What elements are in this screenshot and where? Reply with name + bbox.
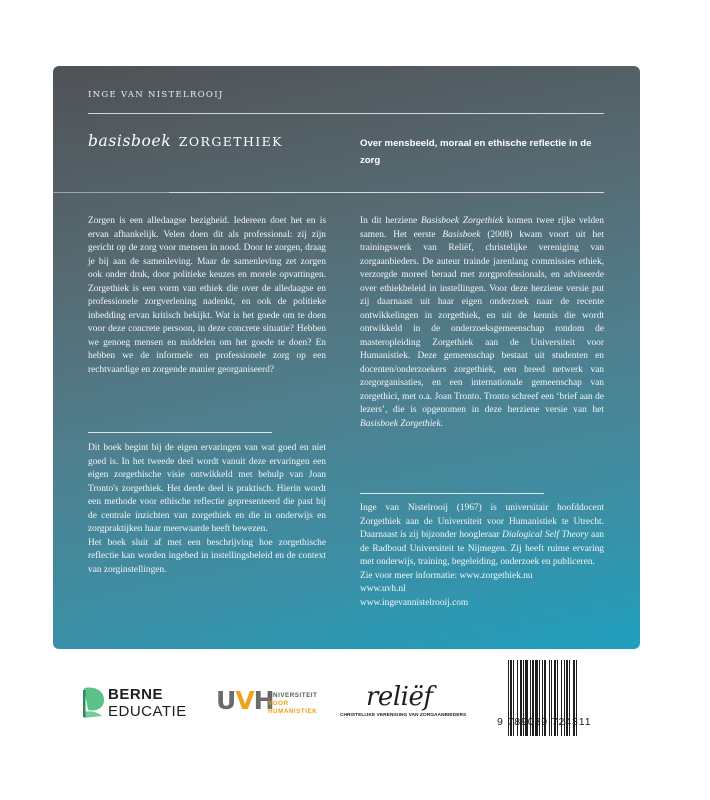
book-title <box>88 132 283 150</box>
berne-leaf-icon <box>80 686 106 720</box>
uvh-letter-u: U <box>216 686 236 715</box>
uvh-mark <box>216 686 274 715</box>
right-column <box>360 215 604 431</box>
berne-sub: EDUCATIE <box>108 703 187 720</box>
text-span: . <box>440 418 443 429</box>
text-span: aan de Radboud Universiteit te Nijmegen. Zij heeft ruime ervaring met onderwijs, training, begeleiding, onderzoek en publiceren. <box>360 530 604 567</box>
closing-paragraph: Het boek sluit af met een beschrijving hoe zorgethische reflectie kan worden ingebed in instellingsbeleid en de context van zorginstellingen. <box>88 537 326 575</box>
text-span: In dit herziene <box>360 216 422 226</box>
uvh-letter-h: H <box>253 686 274 715</box>
author-name: INGE VAN NISTELROOIJ <box>88 90 224 100</box>
left-column-lower <box>88 442 326 577</box>
structure-paragraph: Dit boek begint bij de eigen ervaringen van wat goed en niet goed is. In het tweede deel wordt vanuit deze ervaringen een eigen zorgethische visie ontwikkeld met behulp van Joan Tronto's zorgethiek. Het derde deel is praktisch. Hierin wordt een methode voor ethische reflectie gepresenteerd die past bij de centrale inzichten van zorgethiek en die in onderwijs en zorgpraktijken haar meerwaarde heeft bewezen. <box>88 443 326 534</box>
text-span: Inge van Nistelrooij (1967) is universitair hoofddocent Zorgethiek aan de Universiteit voor Humanistiek te Utrecht. Daarnaast is zij bijzonder hoogleraar <box>360 503 604 540</box>
uvh-line3: HUMANISTIEK <box>268 708 318 715</box>
left-divider <box>88 432 272 433</box>
title-rule <box>169 192 604 193</box>
uvh-wordmark <box>268 692 317 716</box>
url-author: www.ingevannistelrooij.com <box>360 597 469 608</box>
text-span: (2008) kwam voort uit het trainingswerk van Reliëf, christelijke vereniging van zorgaanbieders. De auteur trainde jarenlang commissies ethiek, verzorgde moreel beraad met zorgprofessionals, en adviseerde over ethiekbeleid in instellingen. Voor deze herziene versie put zij daarnaast uit haar eigen onderzoek naar de recente ontwikkelingen in zorgethiek, en uit de kennis die wordt ontwikkeld in de onderzoeksgemeenschap rondom de masteropleiding Zorgethiek aan de Universiteit voor Humanistiek. Deze gemeenschap bestaat uit studenten en docenten/onderzoekers zorgethiek, een breed netwerk van zorgorganisaties, en een internationale gemeenschap van zorgethici, met o.a. Joan Tronto. Tronto schreef een ‘brief aan de lezers’, die is opgenomen in deze herziene versie van het <box>360 229 604 415</box>
title-rule-left <box>53 192 169 193</box>
berne-name: BERNE <box>108 686 164 703</box>
edition-paragraph <box>360 215 604 431</box>
title-caps: ZORGETHIEK <box>178 134 283 149</box>
bio-paragraph <box>360 502 604 570</box>
italic-title: Basisboek Zorgethiek <box>360 418 441 429</box>
relief-tagline: CHRISTELIJKE VERENIGING VAN ZORGAANBIEDERS <box>340 713 467 718</box>
italic-term: Dialogical Self Theory <box>502 530 589 540</box>
text-span: komen twee rijke velden samen. Het eerste <box>360 216 604 240</box>
author-bio <box>360 502 604 610</box>
right-divider <box>360 493 544 494</box>
italic-title: Basisboek <box>442 229 481 240</box>
more-info: Zie voor meer informatie: www.zorgethiek.nu <box>360 570 533 581</box>
intro-paragraph: Zorgen is een alledaagse bezigheid. Iedereen doet het en is ervan afhankelijk. Velen doen dit als professional: zij zijn gericht op de zorg voor mensen in nood. Door te zorgen, draag je bij aan de samenleving. Maar de samenleving zet zorgen ook onder druk, door politieke keuzes en morele opvattingen. Zorgethiek is een vorm van ethiek die over de alledaagse en professionele zorgverlening nadenkt, en ook de politieke inbedding ervan kritisch bekijkt. Wat is het goede om te doen voor deze concrete persoon, in deze concrete situatie? Hebben we genoeg mensen en middelen om het goede te doen? En hebben we de informele en professionele zorg op een rechtvaardige en zorgende manier georganiseerd? <box>88 216 326 375</box>
uvh-letter-v: V <box>235 686 254 715</box>
isbn-number: 9 789089 724311 <box>497 716 592 728</box>
title-italic: basisboek <box>88 132 172 150</box>
relief-logo <box>340 684 480 724</box>
uvh-line1: UNIVERSITEIT <box>268 692 318 699</box>
italic-title: Basisboek Zorgethiek <box>421 216 504 226</box>
top-rule <box>88 113 604 114</box>
publisher-logos <box>0 650 710 800</box>
relief-wordmark: reliëf <box>366 682 433 712</box>
url-uvh: www.uvh.nl <box>360 584 406 594</box>
back-cover <box>53 66 640 649</box>
left-column <box>88 215 326 377</box>
book-subtitle: Over mensbeeld, moraal en ethische reflectie in de zorg <box>360 138 592 166</box>
uvh-line2: VOOR <box>268 700 289 707</box>
